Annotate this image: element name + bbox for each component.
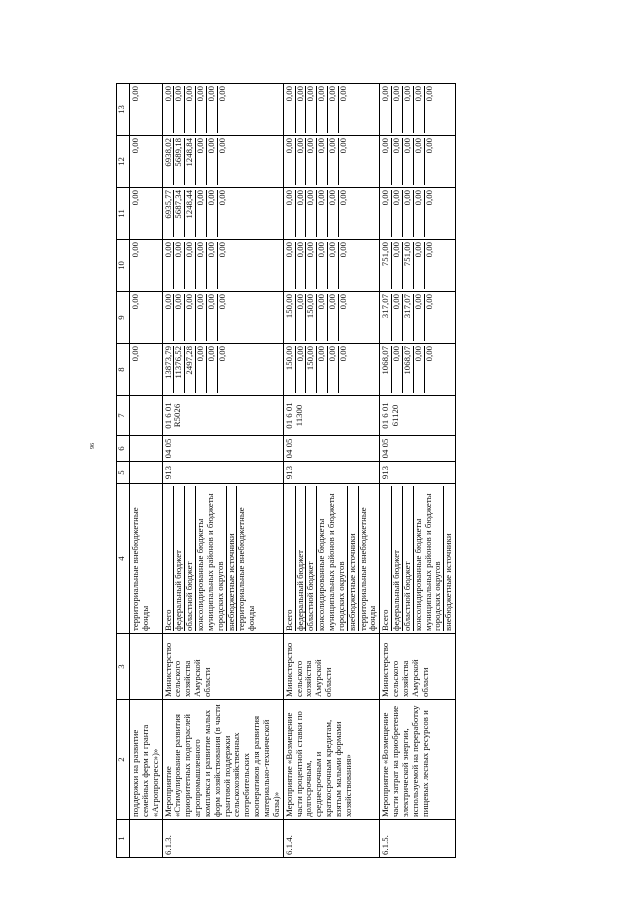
- value-line: 0,00: [317, 86, 328, 133]
- source-line: консолидированные бюджеты муниципальных районов и бюджеты городских округов: [196, 486, 227, 631]
- value-line: 0,00: [285, 138, 296, 185]
- cell-value: 0,00: [130, 136, 163, 188]
- cell-values: [162, 188, 283, 240]
- value-line: 5687,34: [174, 190, 185, 237]
- cell-code-5: 913: [162, 462, 283, 484]
- header-col-10: 10: [117, 240, 130, 292]
- value-line: 6938,02: [164, 138, 175, 185]
- value-line: 0,00: [306, 138, 317, 185]
- cell-values: [162, 84, 283, 136]
- value-line: 0,00: [317, 242, 328, 289]
- table-body: [130, 84, 456, 858]
- value-line: 0,00: [296, 346, 307, 393]
- value-line: 0,00: [414, 190, 425, 237]
- cell-values: [380, 292, 456, 344]
- value-line: 317,07: [403, 294, 414, 341]
- value-line: 0,00: [392, 190, 403, 237]
- header-col-5: 5: [117, 462, 130, 484]
- header-col-11: 11: [117, 188, 130, 240]
- source-line: областной бюджет: [185, 486, 196, 631]
- cell-sources: [162, 484, 283, 634]
- header-col-4: 4: [117, 484, 130, 634]
- value-line: 0,00: [196, 190, 207, 237]
- value-line: 0,00: [285, 86, 296, 133]
- value-line: 0,00: [164, 242, 175, 289]
- header-col-6: 6: [117, 436, 130, 462]
- source-line: территориальные внебюджетные фонды: [357, 507, 378, 631]
- cell-values: [283, 344, 380, 396]
- value-line: 0,00: [216, 346, 227, 362]
- value-line: 0,00: [392, 138, 403, 185]
- source-line: федеральный бюджет: [296, 486, 307, 631]
- cell-values: [380, 136, 456, 188]
- cell-sources: [283, 484, 380, 634]
- measure-row: [162, 84, 283, 858]
- cell-values: [162, 292, 283, 344]
- value-line: 0,00: [414, 294, 425, 341]
- source-line: областной бюджет: [306, 486, 317, 631]
- value-line: 0,00: [381, 86, 392, 133]
- cell-code-7: 01 6 01 61120: [380, 396, 456, 436]
- value-line: 0,00: [328, 138, 339, 185]
- value-line: 0,00: [207, 190, 218, 237]
- value-line: 0,00: [328, 190, 339, 237]
- value-line: 0,00: [337, 242, 348, 258]
- value-line: 0,00: [296, 190, 307, 237]
- cell-values: [162, 240, 283, 292]
- cell-values: [283, 188, 380, 240]
- cell-id: 6.1.5.: [380, 820, 456, 858]
- value-line: 0,00: [216, 190, 227, 206]
- value-line: 0,00: [216, 138, 227, 154]
- header-col-1: 1: [117, 820, 130, 858]
- value-line: 0,00: [317, 346, 328, 393]
- value-line: 150,00: [285, 294, 296, 341]
- cell-source: территориальные внебюджетные фонды: [130, 484, 163, 634]
- source-line: внебюджетные источники: [227, 486, 238, 631]
- value-line: 0,00: [164, 294, 175, 341]
- value-line: 0,00: [423, 86, 434, 102]
- value-line: 0,00: [328, 86, 339, 133]
- cell-values: [380, 188, 456, 240]
- value-line: 0,00: [306, 86, 317, 133]
- value-line: 0,00: [423, 138, 434, 154]
- value-line: 0,00: [423, 294, 434, 310]
- value-line: 317,07: [381, 294, 392, 341]
- cell-exec: [130, 634, 163, 700]
- source-line: областной бюджет: [403, 486, 414, 631]
- value-line: 0,00: [414, 242, 425, 289]
- cell-values: [162, 136, 283, 188]
- cell-values: [283, 136, 380, 188]
- value-line: 0,00: [317, 190, 328, 237]
- value-line: 0,00: [185, 242, 196, 289]
- value-line: 0,00: [317, 294, 328, 341]
- value-line: 1068,07: [381, 346, 392, 393]
- value-line: 0,00: [296, 294, 307, 341]
- value-line: 0,00: [207, 138, 218, 185]
- cell-values: [380, 240, 456, 292]
- top-row: [130, 84, 163, 858]
- header-col-9: 9: [117, 292, 130, 344]
- value-line: 0,00: [296, 138, 307, 185]
- value-line: 0,00: [392, 86, 403, 133]
- cell-code-6: 04 05: [162, 436, 283, 462]
- source-line: Всего: [164, 486, 175, 631]
- value-line: 0,00: [381, 138, 392, 185]
- cell-name: поддержки на развитие семейных ферм и гранта «Агропрогресс»)»: [130, 700, 163, 820]
- value-line: 0,00: [328, 346, 339, 393]
- value-line: 2497,28: [185, 346, 196, 393]
- value-line: 0,00: [328, 242, 339, 289]
- value-line: 0,00: [337, 190, 348, 206]
- value-line: 0,00: [285, 242, 296, 289]
- value-line: 0,00: [392, 346, 403, 393]
- value-line: 0,00: [414, 346, 425, 393]
- cell-values: [283, 84, 380, 136]
- cell-values: [380, 84, 456, 136]
- value-line: 0,00: [306, 242, 317, 289]
- cell-id: 6.1.4.: [283, 820, 380, 858]
- cell-values: [283, 292, 380, 344]
- value-line: 0,00: [414, 138, 425, 185]
- value-line: 0,00: [196, 242, 207, 289]
- cell-id: 6.1.3.: [162, 820, 283, 858]
- value-line: 5689,18: [174, 138, 185, 185]
- cell-code-7: 01 6 01 11300: [283, 396, 380, 436]
- value-line: 0,00: [317, 138, 328, 185]
- value-line: 6935,77: [164, 190, 175, 237]
- header-col-13: 13: [117, 84, 130, 136]
- value-line: 11376,52: [174, 346, 185, 393]
- cell-sources: [380, 484, 456, 634]
- measure-row: [380, 84, 456, 858]
- cell-value: 0,00: [130, 344, 163, 396]
- value-line: 0,00: [296, 86, 307, 133]
- source-line: внебюджетные источники: [348, 486, 359, 631]
- value-line: 0,00: [185, 294, 196, 341]
- source-line: федеральный бюджет: [174, 486, 185, 631]
- value-line: 13873,79: [164, 346, 175, 393]
- value-line: 0,00: [381, 190, 392, 237]
- source-line: территориальные внебюджетные фонды: [236, 507, 257, 631]
- cell-id: [130, 820, 163, 858]
- value-line: 0,00: [403, 138, 414, 185]
- page-number: 96: [90, 443, 96, 449]
- source-line: Всего: [381, 486, 392, 631]
- value-line: 0,00: [423, 242, 434, 258]
- value-line: 0,00: [207, 294, 218, 341]
- value-line: 0,00: [207, 242, 218, 289]
- value-line: 0,00: [196, 346, 207, 393]
- cell-code-6: 04 05: [380, 436, 456, 462]
- value-line: 0,00: [196, 294, 207, 341]
- cell-exec: Министерство сельского хозяйства Амурской области: [162, 634, 283, 700]
- value-line: 0,00: [174, 294, 185, 341]
- source-line: федеральный бюджет: [392, 486, 403, 631]
- value-line: 0,00: [164, 86, 175, 133]
- value-line: 150,00: [285, 346, 296, 393]
- value-line: 1068,07: [403, 346, 414, 393]
- value-line: 751,00: [381, 242, 392, 289]
- value-line: 0,00: [306, 190, 317, 237]
- value-line: 0,00: [216, 242, 227, 258]
- header-row: [117, 84, 130, 858]
- value-line: 0,00: [423, 346, 434, 362]
- value-line: 0,00: [207, 346, 218, 393]
- cell-values: [162, 344, 283, 396]
- value-line: 751,00: [403, 242, 414, 289]
- value-line: 0,00: [414, 86, 425, 133]
- measure-row: [283, 84, 380, 858]
- cell-value: 0,00: [130, 240, 163, 292]
- cell-values: [380, 344, 456, 396]
- cell-code-7: 01 6 01 R5026: [162, 396, 283, 436]
- cell-name: Мероприятие «Возмещение части затрат на приобретение электрической энергии, используемой на переработку пищевых лесных ресурсов и: [380, 700, 456, 820]
- value-line: 0,00: [196, 86, 207, 133]
- header-col-2: 2: [117, 700, 130, 820]
- cell-name: Мероприятие «Возмещение части процентной ставки по долгосрочным, среднесрочным и краткосрочным кредитам, взятым малыми формами хозяйствования»: [283, 700, 380, 820]
- cell-exec: Министерство сельского хозяйства Амурской области: [380, 634, 456, 700]
- header-col-7: 7: [117, 396, 130, 436]
- budget-table: [116, 83, 456, 858]
- cell-code-5: 913: [283, 462, 380, 484]
- cell-value: 0,00: [130, 84, 163, 136]
- value-line: 0,00: [216, 294, 227, 310]
- value-line: 0,00: [337, 138, 348, 154]
- source-line: внебюджетные источники: [443, 533, 454, 631]
- value-line: 0,00: [185, 86, 196, 133]
- value-line: 0,00: [328, 294, 339, 341]
- value-line: 0,00: [216, 86, 227, 102]
- value-line: 0,00: [392, 242, 403, 289]
- cell-values: [283, 240, 380, 292]
- value-line: 0,00: [337, 86, 348, 102]
- cell-value: 0,00: [130, 188, 163, 240]
- source-line: консолидированные бюджеты муниципальных районов и бюджеты городских округов: [317, 486, 348, 631]
- cell-code-6: 04 05: [283, 436, 380, 462]
- value-line: 0,00: [285, 190, 296, 237]
- cell-name: Мероприятие «Стимулирование развития приоритетных подотраслей агропромышленного комплекса и развитие малых форм хозяйствования (в части грантовой поддержки сельскохозяйственных потребительских кооперативов для развития материально-технической базы)»: [162, 700, 283, 820]
- header-col-3: 3: [117, 634, 130, 700]
- cell-code-5: 913: [380, 462, 456, 484]
- value-line: 150,00: [306, 294, 317, 341]
- value-line: 0,00: [296, 242, 307, 289]
- value-line: 0,00: [207, 86, 218, 133]
- value-line: 150,00: [306, 346, 317, 393]
- value-line: 1248,84: [185, 138, 196, 185]
- value-line: 0,00: [174, 242, 185, 289]
- source-line: консолидированные бюджеты муниципальных районов и бюджеты городских округов: [414, 486, 445, 631]
- cell-exec: Министерство сельского хозяйства Амурской области: [283, 634, 380, 700]
- value-line: 0,00: [423, 190, 434, 206]
- cell-value: 0,00: [130, 292, 163, 344]
- value-line: 0,00: [337, 294, 348, 310]
- value-line: 0,00: [403, 86, 414, 133]
- header-col-8: 8: [117, 344, 130, 396]
- value-line: 0,00: [337, 346, 348, 362]
- value-line: 1248,44: [185, 190, 196, 237]
- source-line: Всего: [285, 486, 296, 631]
- value-line: 0,00: [196, 138, 207, 185]
- rotated-table-page: [116, 88, 531, 858]
- value-line: 0,00: [174, 86, 185, 133]
- header-col-12: 12: [117, 136, 130, 188]
- value-line: 0,00: [403, 190, 414, 237]
- value-line: 0,00: [392, 294, 403, 341]
